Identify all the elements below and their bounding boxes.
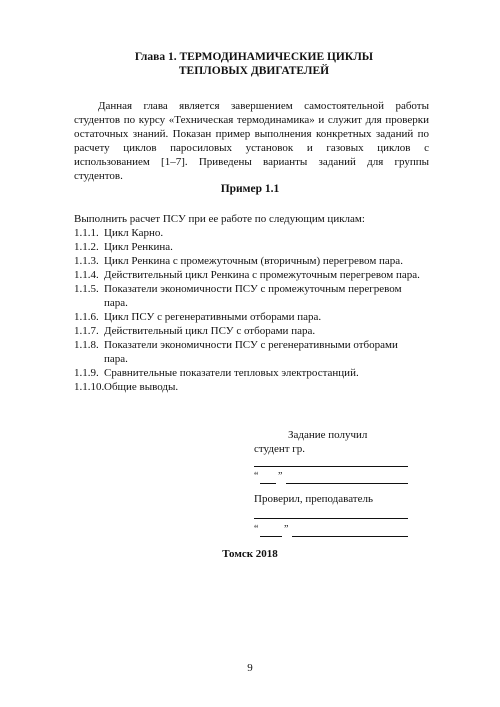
task-text: Показатели экономичности ПСУ с регенеративными отборами пара. bbox=[104, 339, 398, 365]
task-text: Действительный цикл Ренкина с промежуточным перегревом пара. bbox=[104, 269, 420, 281]
task-number: 1.1.6. bbox=[74, 311, 99, 323]
task-text: Сравнительные показатели тепловых электростанций. bbox=[104, 367, 359, 379]
task-item bbox=[74, 366, 429, 380]
date-line bbox=[254, 471, 408, 484]
task-number: 1.1.9. bbox=[74, 367, 99, 379]
task-item bbox=[74, 380, 429, 394]
task-text: Показатели экономичности ПСУ с промежуточным перегревом пара. bbox=[104, 283, 402, 309]
task-number: 1.1.2. bbox=[74, 241, 99, 253]
task-intro: Выполнить расчет ПСУ при ее работе по следующим циклам: bbox=[74, 213, 365, 225]
day-blank bbox=[260, 483, 276, 484]
signature-line bbox=[254, 466, 408, 467]
task-number: 1.1.10. bbox=[74, 381, 105, 393]
page-number: 9 bbox=[247, 662, 253, 674]
intro-paragraph: Данная глава является завершением самостоятельной работы студентов по курсу «Техническая термодинамика» и служит для проверки остаточных знаний. Показан пример выполнения конкретных заданий по расчету циклов паросиловых установок и газовых циклов с использованием [1–7]. Приведены варианты заданий для группы студентов. bbox=[74, 100, 429, 182]
task-number: 1.1.7. bbox=[74, 325, 99, 337]
task-text: Цикл ПСУ с регенеративными отборами пара. bbox=[104, 311, 322, 323]
month-blank bbox=[286, 483, 408, 484]
student-group-label: студент гр. bbox=[254, 443, 306, 455]
task-item bbox=[74, 254, 429, 268]
day-blank bbox=[260, 536, 282, 537]
task-number: 1.1.4. bbox=[74, 269, 99, 281]
task-item bbox=[74, 268, 429, 282]
task-number: 1.1.8. bbox=[74, 339, 99, 351]
task-text: Общие выводы. bbox=[104, 381, 179, 393]
city-year: Томск 2018 bbox=[222, 548, 278, 560]
task-number: 1.1.3. bbox=[74, 255, 99, 267]
open-quote: “ bbox=[254, 471, 259, 482]
chapter-title bbox=[70, 50, 438, 78]
task-text: Цикл Ренкина с промежуточным (вторичным) перегревом пара. bbox=[104, 255, 403, 267]
task-number: 1.1.1. bbox=[74, 227, 99, 239]
signature-line bbox=[254, 518, 408, 519]
received-label: Задание получил bbox=[288, 429, 368, 441]
checked-label: Проверил, преподаватель bbox=[254, 493, 373, 505]
task-text: Цикл Ренкина. bbox=[104, 241, 173, 253]
task-item bbox=[74, 240, 429, 254]
task-item bbox=[74, 226, 429, 240]
task-text: Действительный цикл ПСУ с отборами пара. bbox=[104, 325, 316, 337]
month-blank bbox=[292, 536, 408, 537]
task-item bbox=[74, 338, 429, 366]
chapter-title-line1: Глава 1. ТЕРМОДИНАМИЧЕСКИЕ ЦИКЛЫ bbox=[134, 51, 374, 63]
task-text: Цикл Карно. bbox=[104, 227, 164, 239]
task-number: 1.1.5. bbox=[74, 283, 99, 295]
chapter-title-line2: ТЕПЛОВЫХ ДВИГАТЕЛЕЙ bbox=[178, 65, 330, 77]
close-quote: ” bbox=[278, 471, 283, 482]
task-list bbox=[74, 226, 429, 394]
example-title: Пример 1.1 bbox=[220, 183, 280, 195]
task-item bbox=[74, 324, 429, 338]
date-line bbox=[254, 524, 408, 537]
task-item bbox=[74, 282, 429, 310]
open-quote: “ bbox=[254, 524, 259, 535]
task-item bbox=[74, 310, 429, 324]
close-quote: ” bbox=[284, 524, 289, 535]
